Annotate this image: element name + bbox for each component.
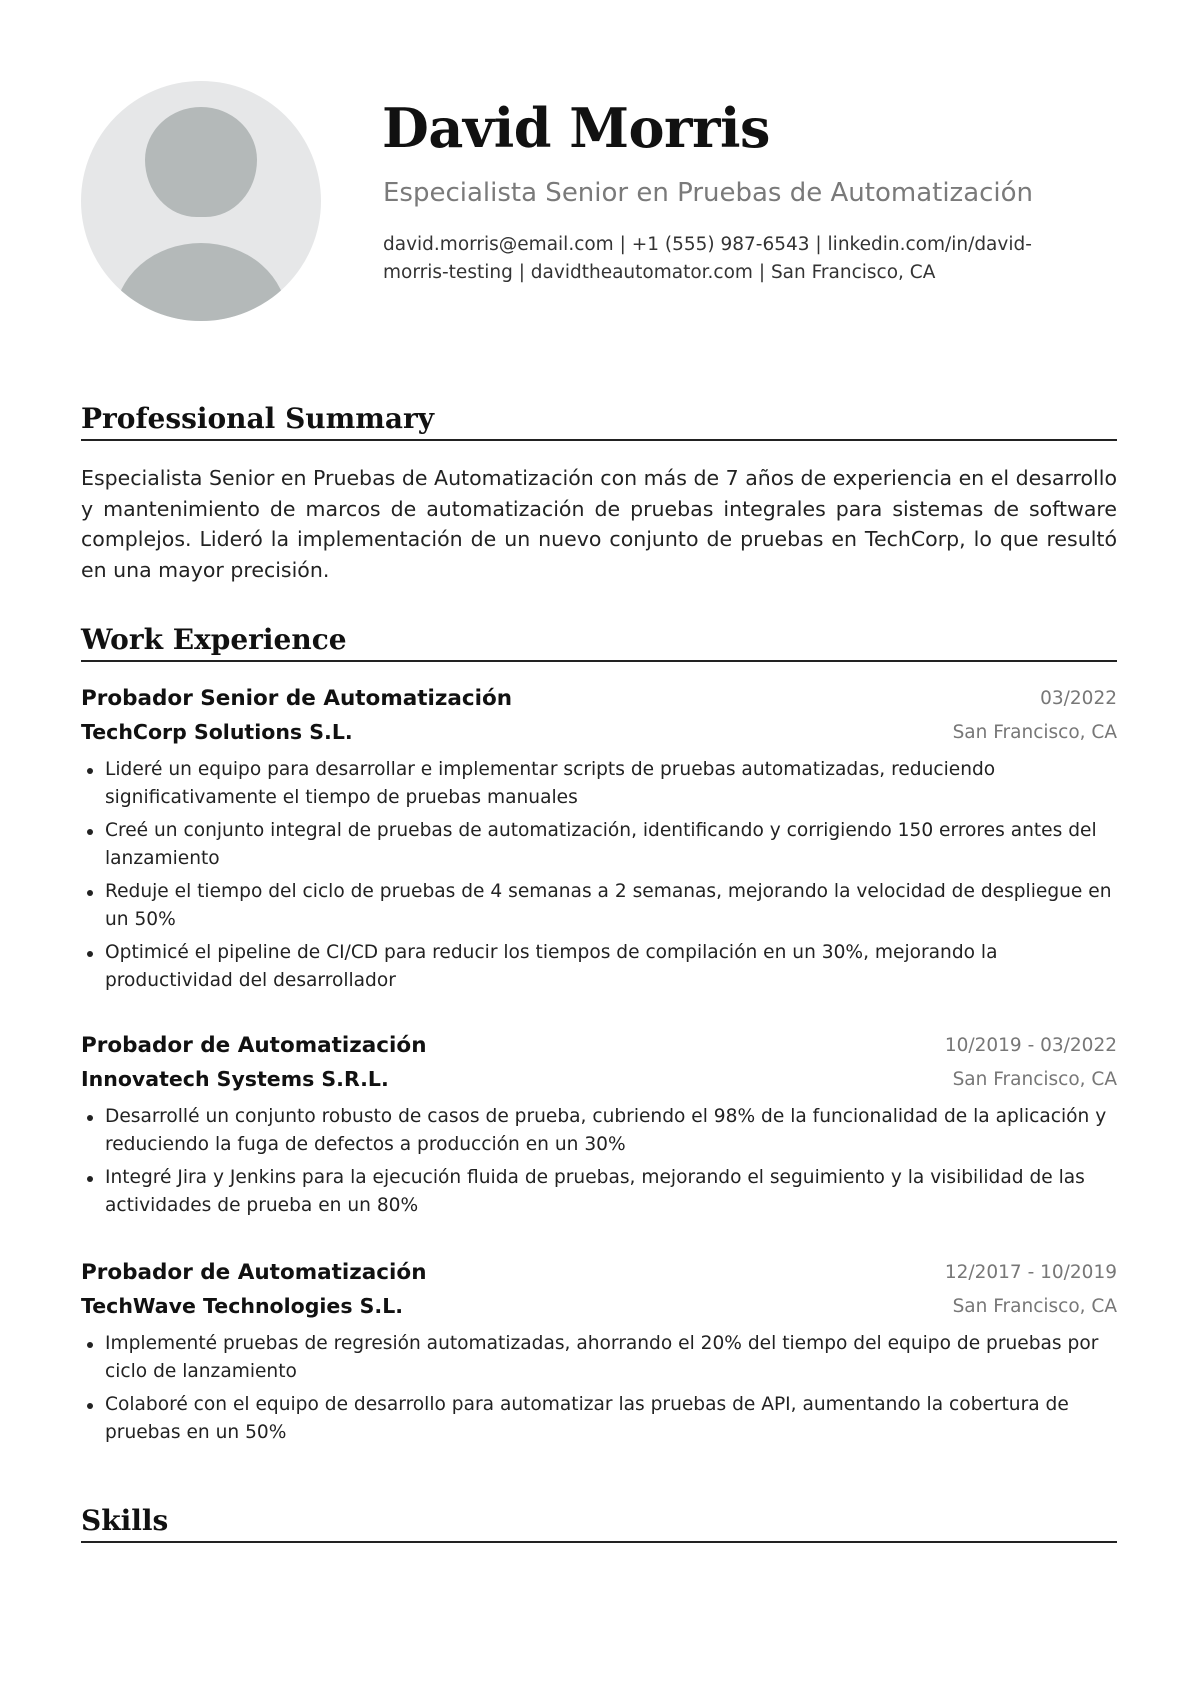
job-company-row bbox=[81, 1294, 1117, 1328]
job-title: Probador de Automatización bbox=[81, 1033, 427, 1058]
job-bullet bbox=[81, 1164, 1117, 1219]
avatar-body-icon bbox=[115, 243, 287, 321]
skills-heading: Skills bbox=[81, 1504, 1117, 1543]
job-bullet bbox=[81, 1330, 1117, 1385]
job-header-row bbox=[81, 1260, 1117, 1294]
job-bullet-list bbox=[81, 756, 1117, 994]
job-entry bbox=[81, 1033, 1117, 1225]
job-bullet bbox=[81, 939, 1117, 994]
job-bullet-text: Colaboré con el equipo de desarrollo para automatizar las pruebas de API, aumentando la cobertura de pruebas en un 50% bbox=[105, 1394, 1069, 1443]
avatar-placeholder bbox=[81, 81, 321, 321]
job-bullet-text: Reduje el tiempo del ciclo de pruebas de 4 semanas a 2 semanas, mejorando la velocidad de despliegue en un 50% bbox=[105, 881, 1112, 930]
job-company: TechCorp Solutions S.L. bbox=[81, 720, 353, 744]
bullet-dot-icon bbox=[87, 829, 93, 835]
job-bullet-text: Integré Jira y Jenkins para la ejecución fluida de pruebas, mejorando el seguimiento y la visibilidad de las actividades de prueba en un 80% bbox=[105, 1167, 1085, 1216]
job-header-row bbox=[81, 1033, 1117, 1067]
job-company-row bbox=[81, 720, 1117, 754]
job-title: Probador Senior de Automatización bbox=[81, 686, 513, 711]
job-bullet bbox=[81, 1391, 1117, 1446]
experience-heading: Work Experience bbox=[81, 623, 1117, 662]
job-bullet-list bbox=[81, 1330, 1117, 1446]
job-header-row bbox=[81, 686, 1117, 720]
job-bullet bbox=[81, 878, 1117, 933]
job-location: San Francisco, CA bbox=[952, 722, 1117, 743]
job-bullet-text: Lideré un equipo para desarrollar e implementar scripts de pruebas automatizadas, reduciendo significativamente el tiempo de pruebas manuales bbox=[105, 759, 996, 808]
bullet-dot-icon bbox=[87, 890, 93, 896]
bullet-dot-icon bbox=[87, 1403, 93, 1409]
job-company-row bbox=[81, 1067, 1117, 1101]
job-date: 03/2022 bbox=[1040, 688, 1117, 709]
summary-text: Especialista Senior en Pruebas de Automatización con más de 7 años de experiencia en el desarrollo y mantenimiento de marcos de automatización de pruebas integrales para sistemas de software complejos. Lideró la implementación de un nuevo conjunto de pruebas en TechCorp, lo que resultó en una mayor precisión. bbox=[81, 466, 1117, 582]
job-bullet bbox=[81, 1103, 1117, 1158]
bullet-dot-icon bbox=[87, 1115, 93, 1121]
job-location: San Francisco, CA bbox=[952, 1296, 1117, 1317]
job-bullet-text: Desarrollé un conjunto robusto de casos de prueba, cubriendo el 98% de la funcionalidad de la aplicación y reduciendo la fuga de defectos a producción en un 30% bbox=[105, 1106, 1107, 1155]
job-bullet bbox=[81, 756, 1117, 811]
job-location: San Francisco, CA bbox=[952, 1069, 1117, 1090]
job-date: 12/2017 - 10/2019 bbox=[944, 1262, 1117, 1283]
job-bullet-list bbox=[81, 1103, 1117, 1219]
job-bullet-text: Creé un conjunto integral de pruebas de automatización, identificando y corrigiendo 150 errores antes del lanzamiento bbox=[105, 820, 1097, 869]
job-bullet-text: Implementé pruebas de regresión automatizadas, ahorrando el 20% del tiempo del equipo de pruebas por ciclo de lanzamiento bbox=[105, 1333, 1099, 1382]
avatar-head-icon bbox=[145, 107, 257, 217]
bullet-dot-icon bbox=[87, 1342, 93, 1348]
job-entry bbox=[81, 686, 1117, 1000]
bullet-dot-icon bbox=[87, 1176, 93, 1182]
job-entry bbox=[81, 1260, 1117, 1452]
summary-heading: Professional Summary bbox=[81, 402, 1117, 441]
job-bullet bbox=[81, 817, 1117, 872]
job-title: Probador de Automatización bbox=[81, 1260, 427, 1285]
job-bullet-text: Optimicé el pipeline de CI/CD para reducir los tiempos de compilación en un 30%, mejorando la productividad del desarrollador bbox=[105, 942, 998, 991]
contact-info: david.morris@email.com | +1 (555) 987-6543 | linkedin.com/in/david-morris-testing | davidtheautomator.com | San Francisco, CA bbox=[383, 234, 1032, 283]
bullet-dot-icon bbox=[87, 768, 93, 774]
job-company: TechWave Technologies S.L. bbox=[81, 1294, 404, 1318]
job-company: Innovatech Systems S.R.L. bbox=[81, 1067, 389, 1091]
job-date: 10/2019 - 03/2022 bbox=[944, 1035, 1117, 1056]
bullet-dot-icon bbox=[87, 951, 93, 957]
candidate-name: David Morris bbox=[382, 96, 770, 160]
candidate-title: Especialista Senior en Pruebas de Automatización bbox=[383, 178, 1034, 208]
